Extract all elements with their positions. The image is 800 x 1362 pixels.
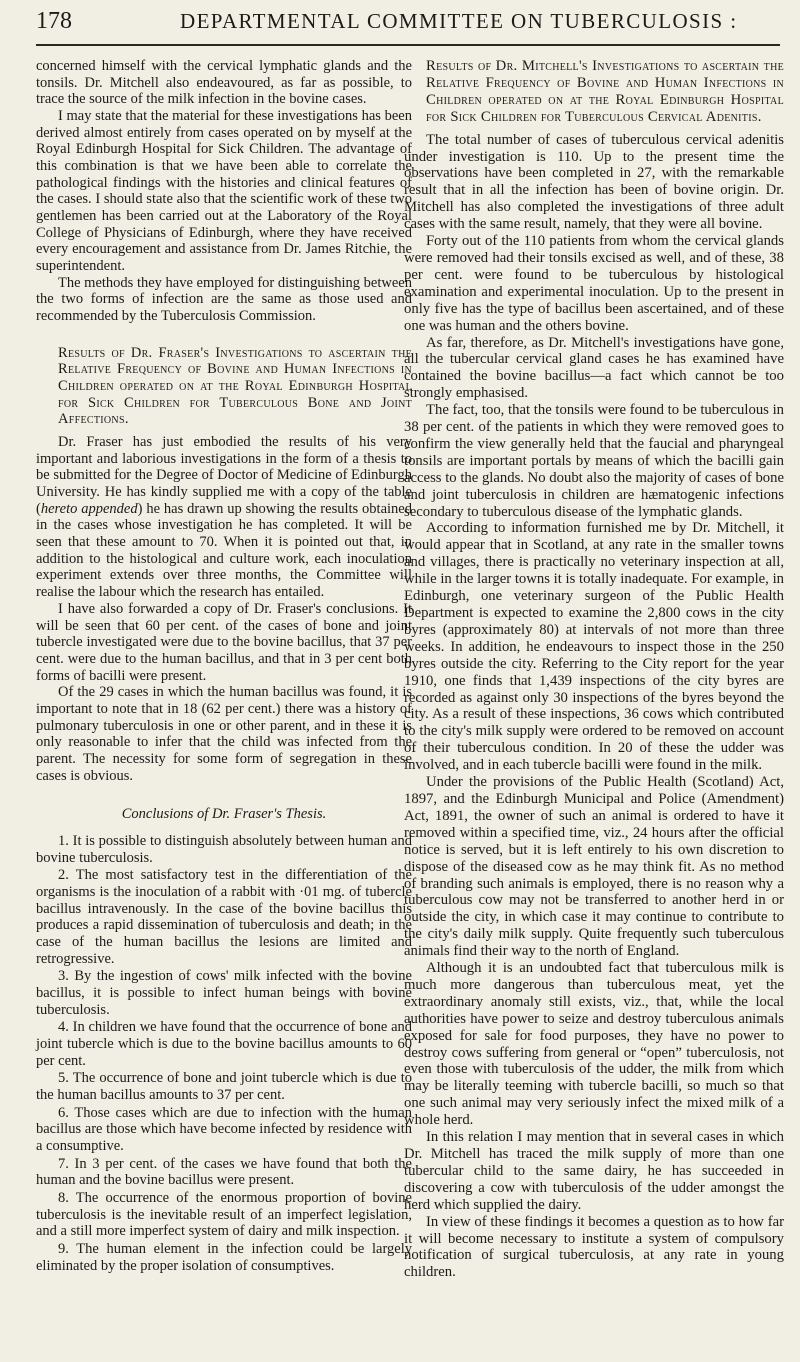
section-subheading: Conclusions of Dr. Fraser's Thesis. bbox=[121, 806, 327, 823]
paragraph: Under the provisions of the Public Health (Scotland) Act, 1897, and the Edinburgh Municipal and Police (Amendment) Act, 1891, the owner of such an animal is ordered to have it removed within a specified time, viz., 24 hours after the official notice is served, but it is left entirely to his own discretion to dispose of the diseased cow as he may think fit. As no method of branding such animals is employed, there is no reason why a tuberculous cow may not be transferred to another herd in or outside the city, in which case it may continue to contribute to the city's daily milk supply. Quite frequently such tuberculous animals find their way to the north of England. bbox=[404, 774, 784, 960]
running-title: DEPARTMENTAL COMMITTEE ON TUBERCULOSIS : bbox=[180, 9, 738, 33]
conclusion-item: 9. The human element in the infection could be largely eliminated by the proper isolation of consumptives. bbox=[36, 1241, 412, 1274]
conclusion-item: 2. The most satisfactory test in the differentiation of the organisms is the inoculation of a rabbit with ·01 mg. of tubercle bacillus intravenously. In the case of the bovine bacillus this produces a rapid dissemination of tuberculosis and death; in the case of the human bacillus the lesions are limited and retrogressive. bbox=[36, 867, 412, 967]
paragraph: Of the 29 cases in which the human bacillus was found, it is important to note that in 18 (62 per cent.) there was a history of pulmonary tuberculosis in one or other parent, and in these it is only reasonable to infer that the child was infected from the parent. The necessity for some form of segregation in these cases is obvious. bbox=[36, 684, 412, 784]
paragraph: I have also forwarded a copy of Dr. Fraser's conclusions. It will be seen that 60 per cent. of the cases of bone and joint tubercle investigated were due to the bovine bacillus, that 37 per cent. were due to the human bacillus, and that in 3 per cent both forms of bacilli were present. bbox=[36, 600, 412, 684]
paragraph: The methods they have employed for distinguishing between the two forms of infection are the same as those used and recommended by the Tuberculosis Commission. bbox=[36, 274, 412, 325]
paragraph: As far, therefore, as Dr. Mitchell's investigations have gone, all the tubercular cervical gland cases he has examined have contained the bovine bacillus—a fact which cannot be too strongly emphasised. bbox=[404, 334, 784, 402]
conclusion-item: 6. Those cases which are due to infection with the human bacillus are those which have become infected by residence with a consumptive. bbox=[36, 1104, 412, 1154]
paragraph: Although it is an undoubted fact that tuberculous milk is much more dangerous than tuberculous meat, yet the extraordinary anomaly still exists, viz., that, while the local authorities have power to seize and destroy tuberculous animals exposed for sale for food purposes, they have no power to destroy cows suffering from general or “open” tuberculosis, not even those with tuberculosis of the udder, the milk from which may be literally teeming with tubercle bacilli, so much so that one such animal may very seriously infect the mixed milk of a whole herd. bbox=[404, 960, 784, 1129]
right-column bbox=[404, 58, 784, 1281]
conclusion-item: 7. In 3 per cent. of the cases we have found that both the human and the bovine bacillus were present. bbox=[36, 1155, 412, 1189]
paragraph-text: Dr. Fraser has just embodied the results of his very important and laborious investigations in the form of a thesis to be submitted for the Degree of Doctor of Medicine of Edinburgh University. He has kindly supplied me with a copy of the table ( bbox=[36, 434, 412, 517]
italic-text: hereto appended bbox=[40, 500, 138, 517]
section-heading: Results of Dr. Fraser's Investigations to ascertain the Relative Frequency of Bovine and Human Infections in Children operated on at the Royal Edinburgh Hospital for Sick Children for Tuberculous Bone and Joint Affections. bbox=[58, 344, 412, 428]
conclusion-item: 8. The occurrence of the enormous proportion of bovine tuberculosis is the inevitable result of an imperfect legislation, and a still more imperfect system of dairy and milk inspection. bbox=[36, 1190, 412, 1240]
conclusion-item: 4. In children we have found that the occurrence of bone and joint tubercle which is due to the bovine bacillus amounts to 60 per cent. bbox=[36, 1019, 412, 1069]
paragraph-text: ) he has drawn up showing the results obtained in the cases whose investigation he has completed. It will be seen that these amount to 70. When it is pointed out that, in addition to the histological and culture work, each inoculation experiment extends over three months, the Committee will realise the labour which the research has entailed. bbox=[36, 500, 412, 601]
paragraph: In this relation I may mention that in several cases in which Dr. Mitchell has traced the milk supply of more than one tubercular child to the same dairy, he has succeeded in discovering a cow with tuberculosis of the udder amongst the herd which supplied the dairy. bbox=[404, 1129, 784, 1213]
page-header bbox=[36, 8, 780, 46]
paragraph bbox=[36, 434, 412, 601]
left-column bbox=[36, 58, 412, 1274]
paragraph: I may state that the material for these investigations has been derived almost entirely from cases operated on by myself at the Royal Edinburgh Hospital for Sick Children. The advantage of this combination is that we have been able to correlate the pathological findings with the histories and clinical features of the cases. I should state also that the scientific work of these two gentlemen has been carried out at the Laboratory of the Royal College of Physicians of Edinburgh, where they have received every encouragement and assistance from Dr. James Ritchie, the superintendent. bbox=[36, 108, 412, 275]
paragraph: In view of these findings it becomes a question as to how far it will become necessary to institute a system of compulsory notification of surgical tuberculosis, at any rate in young children. bbox=[404, 1213, 784, 1281]
paragraph: The total number of cases of tuberculous cervical adenitis under investigation is 110. Up to the present time the observations have been completed in 27, with the remarkable result that in all the infection has been of bovine origin. Dr. Mitchell has also completed the investigations of three adult cases with the same result, namely, that they were all bovine. bbox=[404, 131, 784, 233]
paragraph: concerned himself with the cervical lymphatic glands and the tonsils. Dr. Mitchell also endeavoured, as far as possible, to trace the source of the milk infection in the bovine cases. bbox=[36, 58, 412, 108]
conclusion-item: 3. By the ingestion of cows' milk infected with the bovine bacillus, it is possible to infect human beings with bovine tuberculosis. bbox=[36, 968, 412, 1018]
page-number: 178 bbox=[36, 8, 72, 34]
paragraph: The fact, too, that the tonsils were found to be tuberculous in 38 per cent. of the patients in which they were removed goes to confirm the view generally held that the faucial and pharyngeal tonsils are important portals by means of which the bacilli gain access to the glands. No doubt also the majority of cases of bone and joint tuberculosis in children are hæmatogenic infections secondary to tuberculous disease of the lymphatic glands. bbox=[404, 402, 784, 520]
conclusion-item: 1. It is possible to distinguish absolutely between human and bovine tuberculosis. bbox=[36, 832, 412, 866]
paragraph: Forty out of the 110 patients from whom the cervical glands were removed had their tonsils excised as well, and of these, 38 per cent. were found to be tuberculous by histological examination and experimental inoculation. Up to the present in only five has the type of bacillus been ascertained, and of these one was human and the others bovine. bbox=[404, 233, 784, 334]
conclusion-item: 5. The occurrence of bone and joint tubercle which is due to the human bacillus amounts to 37 per cent. bbox=[36, 1070, 412, 1103]
section-heading: Results of Dr. Mitchell's Investigations to ascertain the Relative Frequency of Bovine and Human Infections in Children operated on at the Royal Edinburgh Hospital for Sick Children for Tuberculous Cervical Adenitis. bbox=[426, 58, 784, 125]
paragraph: According to information furnished me by Dr. Mitchell, it would appear that in Scotland, at any rate in the smaller towns and villages, there is practically no veterinary inspection at all, while in the larger towns it is totally inadequate. For example, in Edinburgh, one veterinary surgeon of the Public Health Department is expected to examine the 2,800 cows in the city byres (approximately 80) at intervals of not more than three weeks. In addition, he endeavours to inspect those in the 250 byres outside the city. Referring to the City report for the year 1910, one finds that 1,439 inspections of the city byres are recorded as against only 30 inspections of the byres beyond the city. As a result of these inspections, 36 cows which contributed to the city's milk supply were ordered to be removed on account of their tuberculous condition. In 20 of these the udder was involved, and in each tubercle bacilli were found in the milk. bbox=[404, 520, 784, 774]
